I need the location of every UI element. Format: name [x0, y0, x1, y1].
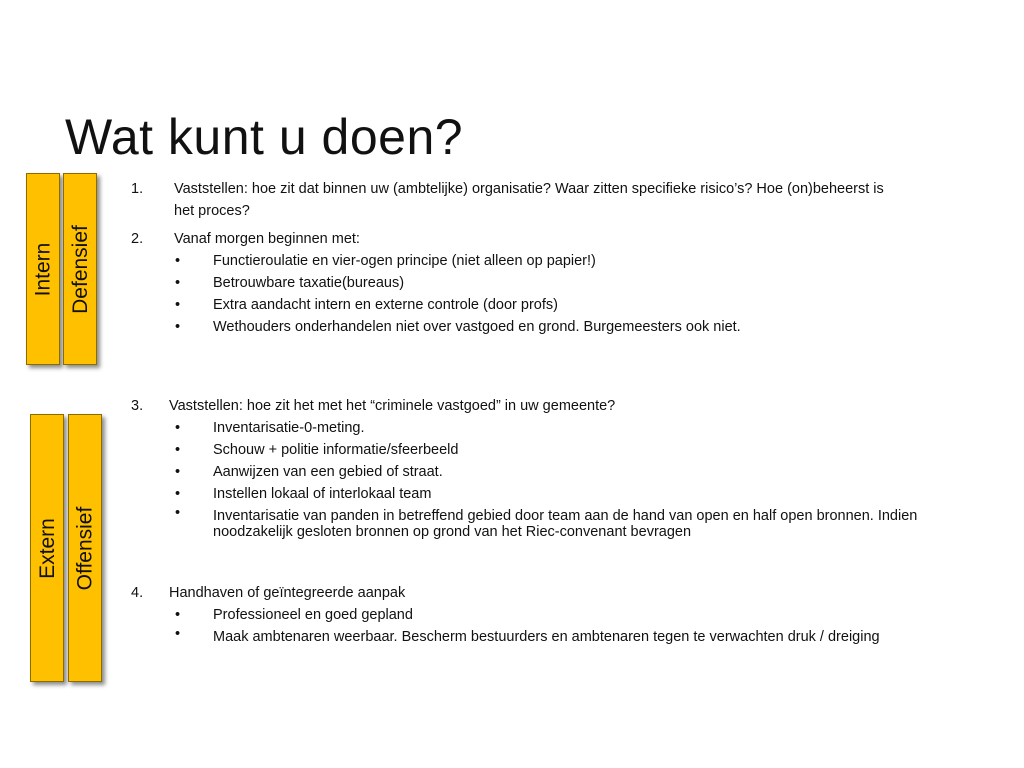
bullet-text: Professioneel en goed gepland: [213, 607, 413, 623]
bullet-icon: •: [175, 297, 181, 313]
bullet-text: Wethouders onderhandelen niet over vastgoed en grond. Burgemeesters ook niet.: [213, 319, 741, 335]
item-text: Vaststellen: hoe zit het met het “criminele vastgoed” in uw gemeente?: [169, 398, 616, 414]
list-item-3: [131, 395, 961, 417]
bullet-icon: •: [175, 505, 181, 521]
list-section-enforcement: [131, 582, 961, 648]
bullet-item: [131, 461, 961, 483]
item-text: Vaststellen: hoe zit dat binnen uw (ambtelijke) organisatie? Waar zitten specifieke risico’s? Hoe (on)beheerst is het proces?: [174, 181, 884, 219]
bullet-item: [131, 483, 961, 505]
bullet-icon: •: [175, 442, 181, 458]
list-section-internal: [131, 178, 901, 338]
tag-offensief-label: Offensief: [73, 506, 97, 590]
bullet-text: Betrouwbare taxatie(bureaus): [213, 275, 405, 291]
bullet-text: Instellen lokaal of interlokaal team: [213, 486, 432, 502]
bullet-icon: •: [175, 420, 181, 436]
bullet-item: [131, 250, 901, 272]
bullet-item: [131, 604, 961, 626]
list-section-external: [131, 395, 961, 543]
bullet-item: [131, 316, 901, 338]
bullet-text: Inventarisatie-0-meting.: [213, 420, 365, 436]
tag-defensief: [63, 173, 97, 365]
list-item-1: [131, 178, 901, 222]
bullet-item: [131, 439, 961, 461]
bullet-icon: •: [175, 319, 181, 335]
bullet-icon: •: [175, 253, 181, 269]
tag-extern: [30, 414, 64, 682]
item-number: 3.: [131, 398, 144, 414]
bullet-text: Aanwijzen van een gebied of straat.: [213, 464, 443, 480]
item-number: 2.: [131, 231, 144, 247]
bullet-text: Functieroulatie en vier-ogen principe (niet alleen op papier!): [213, 253, 596, 269]
bullet-text: Schouw + politie informatie/sfeerbeeld: [213, 442, 459, 458]
list-item-4: [131, 582, 961, 604]
bullet-icon: •: [175, 275, 181, 291]
bullet-item: [131, 272, 901, 294]
list-item-2: [131, 228, 901, 250]
bullet-text: Maak ambtenaren weerbaar. Bescherm bestuurders en ambtenaren tegen te verwachten druk / dreiging: [213, 629, 880, 645]
tag-defensief-label: Defensief: [68, 224, 92, 314]
tag-extern-label: Extern: [35, 517, 59, 579]
item-text: Handhaven of geïntegreerde aanpak: [169, 585, 406, 601]
item-number: 4.: [131, 585, 144, 601]
item-text: Vanaf morgen beginnen met:: [174, 231, 360, 247]
bullet-icon: •: [175, 626, 181, 642]
bullet-item: [131, 505, 961, 543]
bullet-item: [131, 294, 901, 316]
bullet-icon: •: [175, 464, 181, 480]
tag-offensief: [68, 414, 102, 682]
bullet-item: [131, 417, 961, 439]
bullet-item: [131, 626, 961, 648]
bullet-text: Extra aandacht intern en externe controle (door profs): [213, 297, 558, 313]
tag-intern-label: Intern: [31, 242, 55, 296]
bullet-icon: •: [175, 607, 181, 623]
bullet-icon: •: [175, 486, 181, 502]
tag-intern: [26, 173, 60, 365]
item-number: 1.: [131, 181, 144, 197]
page-title: Wat kunt u doen?: [65, 109, 464, 165]
bullet-text: Inventarisatie van panden in betreffend gebied door team aan de hand van open en half open bronnen. Indien noodzakelijk gesloten bronnen op grond van het Riec-convenant bevragen: [213, 508, 918, 540]
